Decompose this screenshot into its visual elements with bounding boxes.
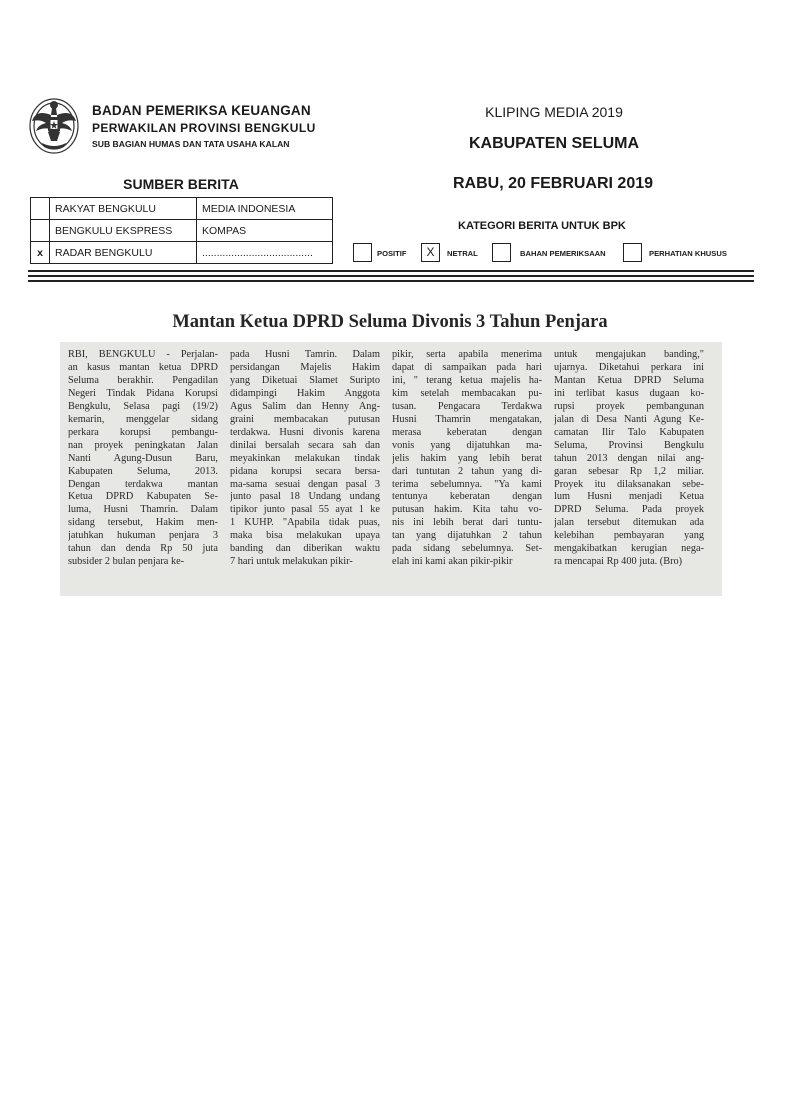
article-clipping	[60, 342, 722, 596]
article-line: Seluma berakhir. Pengadilan	[68, 374, 218, 386]
article-line: tusan. Pengacara Terdakwa	[392, 400, 542, 412]
clipping-date: RABU, 20 FEBRUARI 2019	[452, 175, 654, 192]
category-checkbox[interactable]: X	[421, 243, 440, 262]
source-name: ......................................	[197, 242, 333, 264]
article-line: Agus Salim dan Henny Ang-	[230, 400, 380, 412]
article-line: perkara korupsi pembangu-	[68, 426, 218, 438]
article-line: maka bisa melakukan upaya	[230, 530, 380, 542]
article-line: vonis yang dijatuhkan ma-	[392, 439, 542, 451]
article-line: DPRD Seluma. Pada proyek	[554, 504, 704, 516]
article-line: ma-sama sesuai dengan pasal 3	[230, 478, 380, 490]
source-row	[31, 220, 333, 242]
org-branch: PERWAKILAN PROVINSI BENGKULU	[92, 121, 316, 135]
article-line: Seluma, Provinsi Bengkulu	[554, 439, 704, 451]
article-column	[68, 349, 218, 569]
article-line: garan sebesar Rp 1,2 miliar.	[554, 465, 704, 477]
article-line: pidana korupsi secara bersa-	[230, 465, 380, 477]
article-line: Husni Thamrin mengatakan,	[392, 413, 542, 425]
article-line: jalan tersebut ditemukan ada	[554, 517, 704, 529]
article-line: dari tuntutan 2 tahun yang di-	[392, 465, 542, 477]
article-line: tan yang dijatuhkan 2 tahun	[392, 530, 542, 542]
article-line: merasa keberatan dengan	[392, 426, 542, 438]
category-checkbox[interactable]	[492, 243, 511, 262]
clipping-region: KABUPATEN SELUMA	[468, 135, 640, 152]
source-mark: x	[31, 242, 50, 264]
article-line: tipikor junto pasal 55 ayat 1 ke	[230, 504, 380, 516]
article-line: pada sidang sebelumnya. Set-	[392, 543, 542, 555]
category-label: NETRAL	[447, 249, 478, 258]
article-line: jatuhkan hukuman penjara 3	[68, 530, 218, 542]
article-line: Nanti Agung-Dusun Baru,	[68, 452, 218, 464]
article-line: 1 KUHP. "Apabila tidak puas,	[230, 517, 380, 529]
article-line: an kasus mantan ketua DPRD	[68, 361, 218, 373]
garuda-emblem-icon	[26, 93, 82, 157]
divider	[28, 275, 754, 277]
article-line: Bengkulu, Selasa pagi (19/2)	[68, 400, 218, 412]
article-column	[392, 349, 542, 569]
divider	[28, 280, 754, 282]
source-mark	[31, 220, 50, 242]
article-line: meyakinkan melakukan tindak	[230, 452, 380, 464]
article-line: tahun dan denda Rp 50 juta	[68, 543, 218, 555]
article-line: kim setelah membacakan pu-	[392, 387, 542, 399]
article-line: ini, " terang ketua majelis ha-	[392, 374, 542, 386]
article-line: pada Husni Tamrin. Dalam	[230, 349, 380, 360]
article-line: junto pasal 18 Undang undang	[230, 491, 380, 503]
article-line: putusan hakim. Kita tahu vo-	[392, 504, 542, 516]
category-label: BAHAN PEMERIKSAAN	[520, 249, 606, 258]
category-heading: KATEGORI BERITA UNTUK BPK	[458, 220, 626, 232]
article-column	[230, 349, 380, 569]
article-line: Mantan Ketua DPRD Seluma	[554, 374, 704, 386]
article-line: nis ini lebih berat dari tuntu-	[392, 517, 542, 529]
category-checkbox[interactable]	[623, 243, 642, 262]
article-line: 7 hari untuk melakukan pikir-	[230, 556, 353, 568]
article-line: ini terlibat kasus dugaan ko-	[554, 387, 704, 399]
category-checkbox[interactable]	[353, 243, 372, 262]
source-row	[31, 242, 333, 264]
divider	[28, 270, 754, 272]
article-line: sidang tersebut, Hakim men-	[68, 517, 218, 529]
article-line: didampingi Hakim Anggota	[230, 387, 380, 399]
source-mark	[31, 198, 50, 220]
category-label: PERHATIAN KHUSUS	[649, 249, 727, 258]
article-line: Negeri Tindak Pidana Korupsi	[68, 387, 218, 399]
sources-heading: SUMBER BERITA	[123, 176, 239, 192]
article-line: Ketua DPRD Kabupaten Se-	[68, 491, 218, 503]
article-line: tentunya keberatan dengan	[392, 491, 542, 503]
article-line: RBI, BENGKULU - Perjalan-	[68, 349, 218, 360]
article-line: lum Husni menjadi Ketua	[554, 491, 704, 503]
source-name: RAKYAT BENGKULU	[50, 198, 197, 220]
article-line: rupsi proyek pembangunan	[554, 400, 704, 412]
source-name: MEDIA INDONESIA	[197, 198, 333, 220]
clipping-title: KLIPING MEDIA 2019	[485, 104, 623, 120]
article-column	[554, 349, 704, 569]
article-line: Dengan terdakwa mantan	[68, 478, 218, 490]
article-line: tahun 2013 dengan nilai ang-	[554, 452, 704, 464]
article-line: Proyek itu dilaksanakan sebe-	[554, 478, 704, 490]
sources-table	[30, 197, 333, 264]
article-line: camatan Ilir Talo Kabupaten	[554, 426, 704, 438]
article-line: graini membacakan putusan	[230, 413, 380, 425]
article-line: luma, Husni Thamrin. Dalam	[68, 504, 218, 516]
article-line: dinilai bersalah secara sah dan	[230, 439, 380, 451]
article-line: jalan di Desa Nanti Agung Ke-	[554, 413, 704, 425]
org-subdivision: SUB BAGIAN HUMAS DAN TATA USAHA KALAN	[92, 139, 290, 149]
article-line: yang Diketuai Slamet Suripto	[230, 374, 380, 386]
article-line: jelis hakim yang lebih berat	[392, 452, 542, 464]
category-label: POSITIF	[377, 249, 407, 258]
article-line: untuk mengajukan banding,"	[554, 349, 704, 360]
article-line: ra mencapai Rp 400 juta. (Bro)	[554, 556, 683, 568]
article-line: elah ini kami akan pikir-pikir	[392, 556, 513, 568]
article-line: terima sebelumnya. "Ya kami	[392, 478, 542, 490]
article-line: kemarin, menggelar sidang	[68, 413, 218, 425]
article-line: terdakwa. Husni divonis karena	[230, 426, 380, 438]
article-line: persidangan Majelis Hakim	[230, 361, 380, 373]
article-line: pikir, serta apabila menerima	[392, 349, 542, 360]
article-line: banding dan diberikan waktu	[230, 543, 380, 555]
source-name: BENGKULU EKSPRESS	[50, 220, 197, 242]
article-line: subsider 2 bulan penjara ke-	[68, 556, 185, 568]
article-line: kelebihan pembayaran yang	[554, 530, 704, 542]
article-line: nan proyek peningkatan Jalan	[68, 439, 218, 451]
article-line: ujarnya. Diketahui perkara ini	[554, 361, 704, 373]
source-row	[31, 198, 333, 220]
source-name: KOMPAS	[197, 220, 333, 242]
article-line: Kabupaten Seluma, 2013.	[68, 465, 218, 477]
org-name: BADAN PEMERIKSA KEUANGAN	[92, 103, 311, 118]
source-name: RADAR BENGKULU	[50, 242, 197, 264]
article-headline: Mantan Ketua DPRD Seluma Divonis 3 Tahun Penjara	[172, 312, 608, 332]
article-line: dapat di sampaikan pada hari	[392, 361, 542, 373]
article-line: mengakibatkan kerugian nega-	[554, 543, 704, 555]
